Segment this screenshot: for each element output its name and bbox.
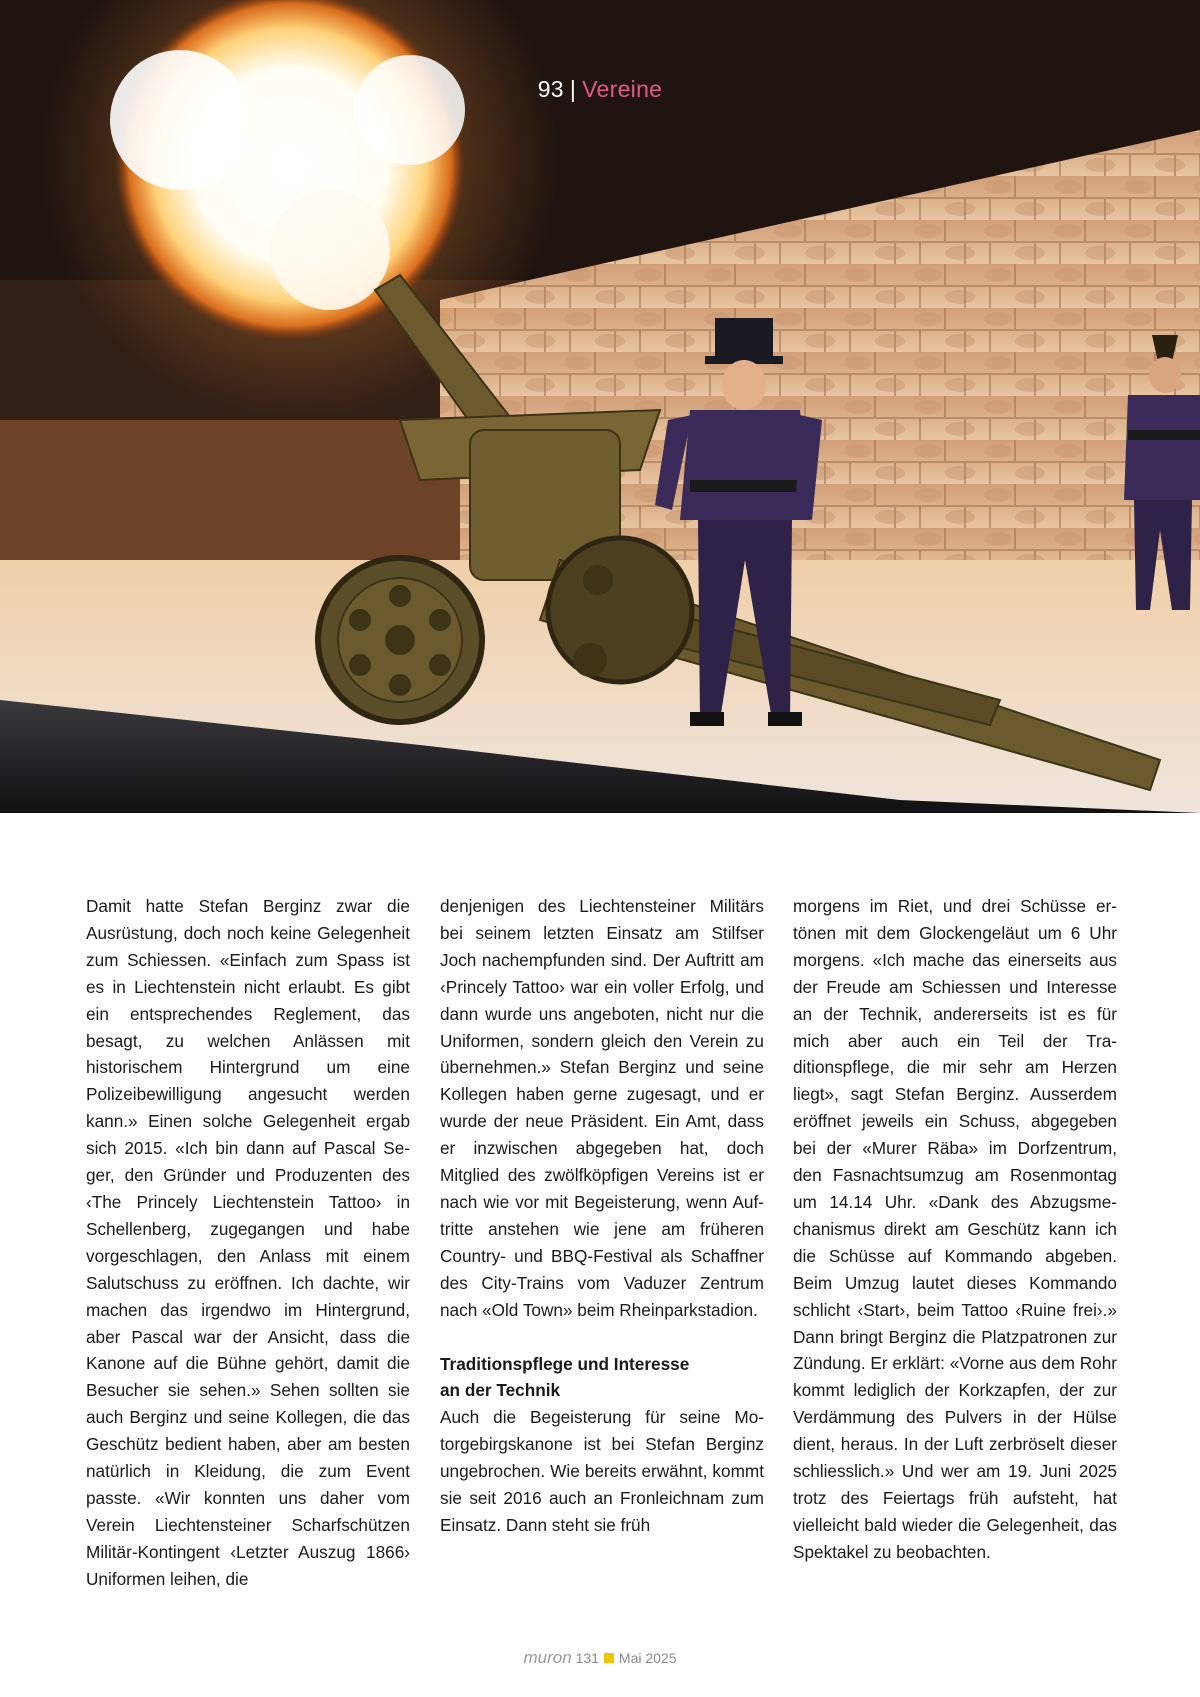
page-header bbox=[0, 76, 1200, 103]
page-number: 93 bbox=[537, 76, 564, 102]
text-column-1 bbox=[86, 893, 410, 1593]
hero-photo bbox=[0, 0, 1200, 813]
subheading bbox=[440, 1351, 764, 1405]
cannon-salute-photo-icon bbox=[0, 0, 1200, 813]
issue-date: Mai 2025 bbox=[618, 1650, 677, 1666]
text-column-2 bbox=[440, 893, 764, 1539]
text-column-3 bbox=[793, 893, 1117, 1566]
paragraph: morgens im Riet, und drei Schüsse ertönen mit dem Glockengeläut um 6 Uhr morgens. «Ich mache das einerseits aus der Freude am Schiessen und Interesse an der Technik, andererseits ist es für mich aber auch ein Teil der Traditionspflege, die mir sehr am Herzen liegt», sagt Stefan Berginz. Ausserdem eröffnet jeweils ein Schuss, abgegeben bei der «Murer Räba» im Dorfzentrum, den Fasnachtsumzug am Rosenmontag um 14.14 Uhr. «Dank des Abzugsmechanismus direkt am Geschütz kann ich die Schüsse auf Kommando abgeben. Beim Umzug lautet dieses Kommando schlicht ‹Start›, beim Tattoo ‹Ruine frei›.» Dann bringt Berginz die Platzpatronen zur Zündung. Er erklärt: «Vorne aus dem Rohr kommt lediglich der Korkzapfen, der zur Verdämmung des Pulvers in der Hülse dient, heraus. In der Luft zerbröselt dieser schliesslich.» Und wer am 19. Juni 2025 trotz des Feiertags früh aufsteht, hat vielleicht bald wieder die Gelegenheit, das Spektakel zu beobachten. bbox=[793, 896, 1117, 1562]
subheading-line-2: an der Technik bbox=[440, 1380, 561, 1401]
paragraph: Damit hatte Stefan Berginz zwar die Ausrüstung, doch noch keine Gelegenheit zum Schiessen. «Einfach zum Spass ist es in Liechtenstein nicht erlaubt. Es gibt ein entsprechendes Reglement, das besagt, zu welchen Anlässen mit historischem Hintergrund um eine Polizeibewilligung angesucht werden kann.» Einen solche Gelegenheit ergab sich 2015. «Ich bin dann auf Pascal Seger, den Gründer und Produzenten des ‹The Princely Liechtenstein Tattoo› in Schellenberg, zugegangen und habe vorgeschlagen, den Anlass mit einem Salutschuss zu eröffnen. Ich dachte, wir machen das irgendwo im Hintergrund, aber Pascal war der Ansicht, dass die Kanone auf die Bühne gehört, damit die Besucher sie sehen.» Sehen sollten sie auch Berginz und seine Kollegen, die das Geschütz bedient haben, aber am besten natürlich in Kleidung, die zum Event passte. «Wir konnten uns daher vom Verein Liechtensteiner Scharfschützen Militär-Kontingent ‹Letzter Auszug 1866› Uniformen leihen, die bbox=[86, 896, 410, 1589]
yellow-square-icon bbox=[604, 1653, 614, 1663]
header-separator: | bbox=[569, 76, 577, 102]
page-footer bbox=[0, 1648, 1200, 1668]
subheading-line-1: Traditionspflege und Interesse bbox=[440, 1353, 690, 1374]
issue-number: 131 bbox=[575, 1650, 599, 1666]
paragraph: denjenigen des Liechtensteiner Militärs bei seinem letzten Einsatz am Stilfser Joch nachempfunden sind. Der Auftritt am ‹Princely Tattoo› war ein voller Erfolg, und dann wurde uns angeboten, nicht nur die Uniformen, sondern gleich den Verein zu übernehmen.» Stefan Berginz und seine Kollegen haben gerne zugesagt, und er wurde der neue Präsident. Ein Amt, dass er inzwischen abgegeben hat, doch Mitglied des zwölfköpfigen Vereins ist er nach wie vor mit Begeisterung, wenn Auftritte anstehen wie jene am früheren Country- und BBQ-Festival als Schaffner des City-Trains vom Vaduzer Zentrum nach «Old Town» beim Rheinparkstadion. bbox=[440, 896, 764, 1320]
magazine-brand: muron bbox=[523, 1648, 572, 1667]
section-title: Vereine bbox=[582, 76, 663, 102]
paragraph: Auch die Begeisterung für seine Motorgebirgskanone ist bei Stefan Berginz ungebrochen. Wie bereits erwähnt, kommt sie seit 2016 auch an Fronleichnam zum Einsatz. Dann steht sie früh bbox=[440, 1407, 764, 1535]
